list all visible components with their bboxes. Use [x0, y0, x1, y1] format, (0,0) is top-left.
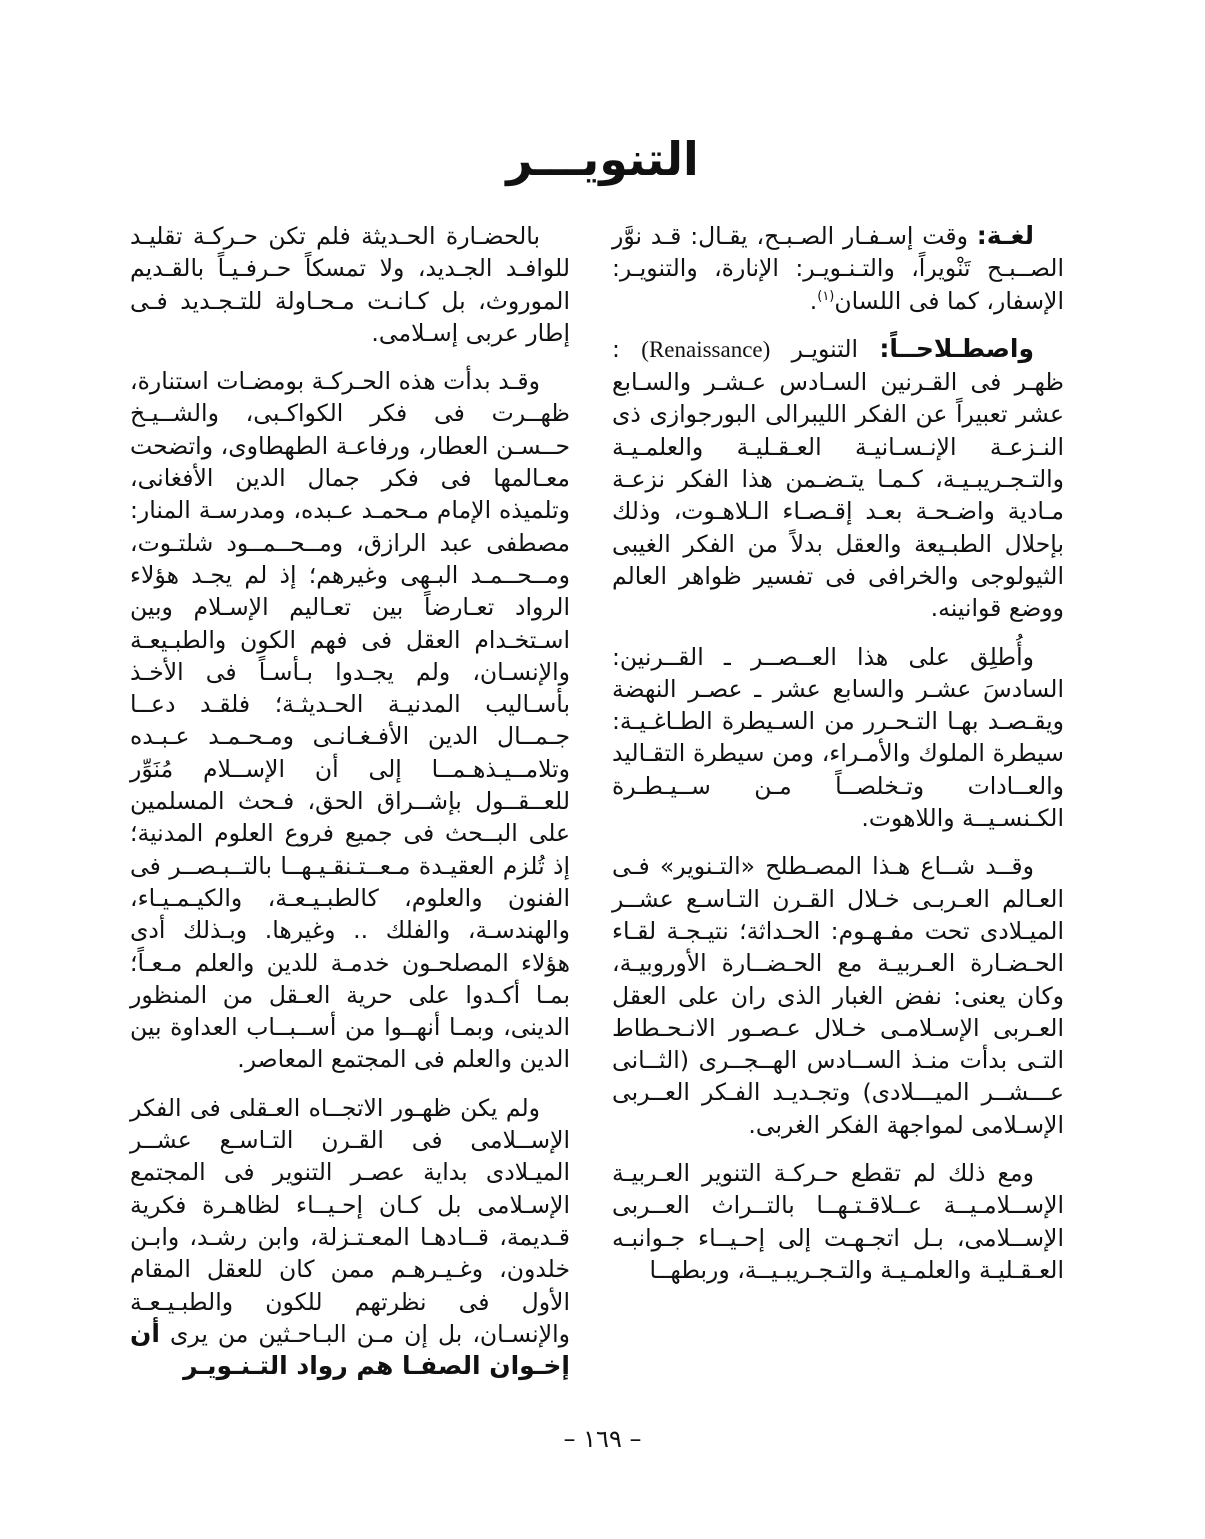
paragraph-text: ولم يكن ظهـور الاتجــاه العـقلى فى الفكر الإســلامى فى القـرن التـاسـع عشــر الميـلادى بداية عصـر التنوير فى المجتمع الإسـلامى بل كـان إحـيــاء لظاهـرة فكرية قـديمة، قــادهـا المعـتـزلة، وابن رشـد، وابـن خلدون، وغـيـرهـم ممن كان للعقل المقام الأول فى نظرتهم للكون والطبـيـعـة والإنسـان، بل إن مـن البـاحـثين من يرى: [130, 1093, 570, 1348]
paragraph: بالحضـارة الحـديثة فلم تكن حـركـة تقليـد للوافـد الجـديد، ولا تمسكاً حـرفـيـاً بالقـديم الموروث، بل كـانـت مـحـاولة للتـجـديد فـى إطار عربى إسـلامى.: [130, 222, 570, 347]
footnote-reference: (١): [817, 288, 835, 304]
paragraph: وأُطلِق على هذا العــصــر ـ القــرنين: السادسَ عشـر والسابع عشر ـ عصـر النهضة ويقـصـد بهـا التـحـرر من السـيطرة الطـاغـيـة: سيطرة الملوك والأمـراء، ومن سيطرة التقـاليد والعــادات وتـخلصــاً مـن ســيـطـرة الكـنسـيــة واللاهوت.: [612, 642, 1064, 833]
latin-term: (Renaissance): [641, 336, 771, 362]
left-column: [130, 220, 570, 1398]
paragraph-end: .: [809, 286, 818, 315]
paragraph-text: وقت إسـفـار الصـبـح، يقـال: قـد نوَّر الصــبـح تَنْويراً، والتـنـويـر: الإنارة، والتنويـر: الإسفار، كما فى اللسان: [612, 222, 1064, 315]
paragraph-text: : ظهـر فى القـرنين السـادس عـشـر والسـابع عشر تعبيراً عن الفكر الليبرالى البورجوازى ذى النـزعـة الإنـسـانيـة العـقـليـة والعلمـيـة والتـجـريبـيـة، كـمـا يتـضـمن هذا الفكر نزعـة مـادية واضـحـة بعـد إقـصـاء الـلاهـوت، وذلك بإحلال الطبـيعة والعقل بدلاً من الفكر الغيبى الثيولوجى والخرافى فى تفسير ظواهر العالم ووضع قوانينه.: [612, 334, 1064, 623]
paragraph: وقــد شــاع هـذا المصـطلح «التـنوير» فـى العـالم العـربـى خـلال القـرن التـاسـع عشــر الميـلادى تحت مفـهـوم: الحـداثة؛ نتيـجـة لقـاء الحـضـارة العـربيـة مع الحـضــارة الأوروبيـة، وكان يعنى: نفض الغبار الذى ران على العقل العـربى الإسـلامـى خـلال عـصـور الانـحـطاط التـى بدأت منـذ الســادس الهــجــرى (الثــانى عـــشــر الميـــلادى) وتجـديـد الفـكر العــربى الإسـلامى لمواجهة الفكر الغربى.: [612, 852, 1064, 1139]
paragraph: [130, 1092, 570, 1383]
paragraph-technical-definition: [612, 333, 1064, 625]
right-column: [612, 220, 1064, 1302]
paragraph: وقـد بدأت هذه الحـركـة بومضـات استنارة، ظهــرت فى فكر الكواكـبى، والشــيـخ حــسـن العطار، ورفاعـة الطهطاوى، واتضحت معـالمها فى فكر جمال الدين الأفغانى، وتلميذه الإمام مـحمـد عـبده، ومدرسـة المنار: مصطفى عبد الرازق، ومــحــمــود شلتـوت، ومــحــمـد البـهى وغيرهم؛ إذ لم يجـد هؤلاء الرواد تعـارضاً بين تعـاليم الإسـلام وبين اسـتخـدام العقل فى فهم الكون والطبـيعـة والإنسـان، ولم يجـدوا بـأسـاً فى الأخـذ بأسـاليب المدنيـة الحـديثـة؛ فلقـد دعــا جـمــال الدين الأفـغـانـى ومـحـمـد عـبـده وتلامــيـذهـمــا إلى أن الإســلام مُنَوِّر للعــقــول بإشــراق الحق، فـحث المسلمين على البــحث فى جميع فروع العلوم المدنية؛ إذ تُلزم العقيـدة مـعــتـنقـيـهــا بالتــبـصــر فى الفنون والعلوم، كالطبـيـعـة، والكيـمـيـاء، والهندسـة، والفلك .. وغيرها. وبـذلك أدى هؤلاء المصلحـون خدمـة للدين والعلم مـعـاً؛ بمـا أكـدوا على حرية العـقل من المنظور الدينى، وبمـا أنهــوا من أســبــاب العداوة بين الدين والعلم فى المجتمع المعاصر.: [130, 367, 570, 1074]
term-lugha: لغـة:: [976, 221, 1034, 250]
emphasized-text: أن إخـوان الصفـا هم رواد التـنـويـر: [130, 1318, 570, 1381]
term-istilahan: واصطـلاحــاً:: [879, 333, 1035, 363]
page-title: التنويـــر: [506, 132, 699, 186]
paragraph-linguistic-definition: [612, 220, 1064, 317]
paragraph: ومع ذلك لم تقطع حـركـة التنوير العـربيـة الإســلامـيــة عــلاقـتـهــا بالتــراث العــربى الإســلامى، بـل اتجـهـت إلى إحـيــاء جـوانبـه العـقـليـة والعلمـيـة والتـجـريبـيــة، وربطهــا: [612, 1159, 1064, 1284]
page-number: – ١٦٩ –: [563, 1425, 642, 1453]
paragraph-text: التنويـر: [770, 334, 880, 363]
